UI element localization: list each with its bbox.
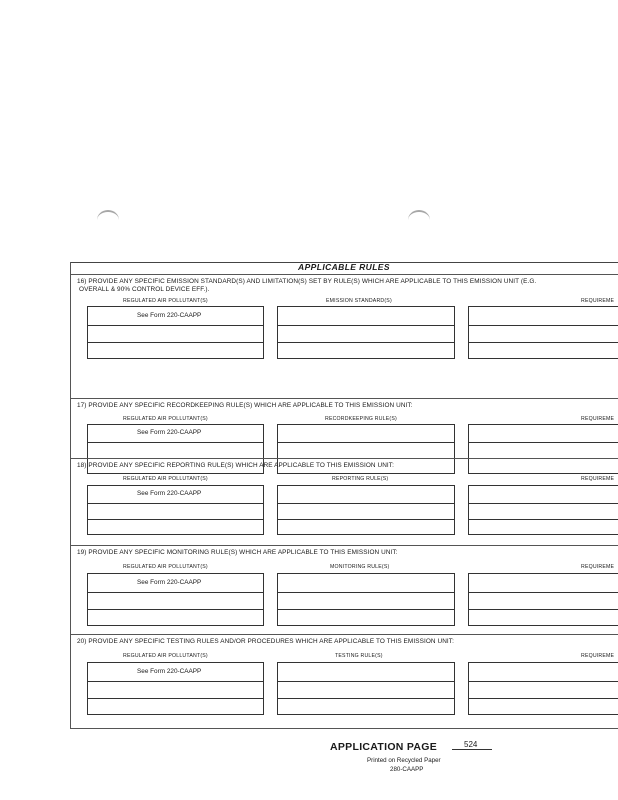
column-header-pollutants: REGULATED AIR POLLUTANT(S) [123,564,208,570]
section-testing-rules [70,634,618,724]
section-question: 18) PROVIDE ANY SPECIFIC REPORTING RULE(S) WHICH ARE APPLICABLE TO THIS EMISSION UNIT: [77,462,394,469]
section-question: 19) PROVIDE ANY SPECIFIC MONITORING RULE(S) WHICH ARE APPLICABLE TO THIS EMISSION UNIT: [77,549,398,556]
pollutant-entry-text: See Form 220-CAAPP [137,579,202,586]
section-emission-standards [70,274,618,370]
column-header-pollutants: REGULATED AIR POLLUTANT(S) [123,476,208,482]
column-header-pollutants: REGULATED AIR POLLUTANT(S) [123,653,208,659]
pollutant-entry-text: See Form 220-CAAPP [137,312,202,319]
pollutant-entry-text: See Form 220-CAAPP [137,490,202,497]
rule-entry-box[interactable] [277,662,455,715]
form-title-bar [70,262,618,273]
pollutant-entry-box[interactable] [87,306,264,359]
section-divider [70,458,618,459]
column-header-requirements: REQUIREME [581,564,615,570]
page-number: 524 [452,740,492,750]
rule-entry-box[interactable] [277,485,455,535]
column-header-rules: REPORTING RULE(S) [332,476,389,482]
column-header-rules: TESTING RULE(S) [335,653,383,659]
requirement-entry-box[interactable] [468,662,618,715]
rule-entry-box[interactable] [277,573,455,626]
column-header-pollutants: REGULATED AIR POLLUTANT(S) [123,416,208,422]
requirement-entry-box[interactable] [468,573,618,626]
column-header-rules: RECORDKEEPING RULE(S) [325,416,397,422]
form-title: APPLICABLE RULES [298,262,390,272]
column-header-rules: MONITORING RULE(S) [330,564,390,570]
form-bottom-border [70,728,618,729]
section-monitoring-rules [70,545,618,630]
pollutant-entry-box[interactable] [87,573,264,626]
section-divider [70,398,618,399]
section-divider [70,634,618,635]
column-header-pollutants: REGULATED AIR POLLUTANT(S) [123,298,208,304]
pollutant-entry-text: See Form 220-CAAPP [137,429,202,436]
column-header-rules: EMISSION STANDARD(S) [326,298,392,304]
pollutant-entry-text: See Form 220-CAAPP [137,668,202,675]
pollutant-entry-box[interactable] [87,485,264,535]
column-header-requirements: REQUIREME [581,476,615,482]
section-question: 17) PROVIDE ANY SPECIFIC RECORDKEEPING RULE(S) WHICH ARE APPLICABLE TO THIS EMISSION UNIT: [77,402,413,409]
column-header-requirements: REQUIREME [581,298,615,304]
pollutant-entry-box[interactable] [87,662,264,715]
punch-hole-mark-right [408,210,430,222]
requirement-entry-box[interactable] [468,306,618,359]
punch-hole-mark-left [97,210,119,222]
column-header-requirements: REQUIREME [581,653,615,659]
column-header-requirements: REQUIREME [581,416,615,422]
section-recordkeeping-rules [70,398,618,458]
application-page-label: APPLICATION PAGE [330,741,438,753]
requirement-entry-box[interactable] [468,485,618,535]
recycled-paper-note: Printed on Recycled Paper [367,757,441,764]
section-question: 16) PROVIDE ANY SPECIFIC EMISSION STANDARD(S) AND LIMITATION(S) SET BY RULE(S) WHICH ARE APPLICABLE TO THIS EMISSION UNIT (E.G. OVERALL & 90% CONTROL DEVICE EFF.). [77,278,537,293]
rule-entry-box[interactable] [277,306,455,359]
section-divider [70,274,618,275]
section-divider [70,545,618,546]
section-question: 20) PROVIDE ANY SPECIFIC TESTING RULES AND/OR PROCEDURES WHICH ARE APPLICABLE TO THIS EMISSION UNIT: [77,638,454,645]
section-reporting-rules [70,458,618,538]
form-id: 280-CAAPP [390,766,424,773]
